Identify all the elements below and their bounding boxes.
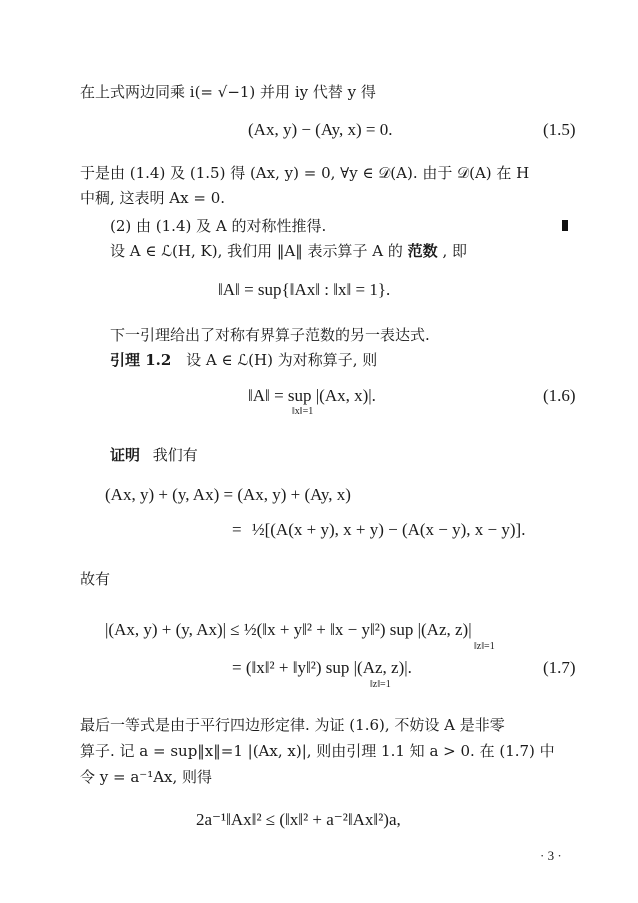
- fraction-half: ½: [251, 520, 265, 539]
- equation-1-6: ‖A‖ = sup |(Ax, x)|.: [248, 386, 376, 405]
- text-last-line-3: 令 y = a⁻¹Ax, 则得: [80, 768, 213, 786]
- equals-sign: =: [232, 520, 242, 539]
- text-line-1: 在上式两边同乘 i(= √−1) 并用 iy 代替 y 得: [80, 83, 376, 101]
- proof-label: 证明: [110, 446, 141, 464]
- norm-term-bold: 范数: [407, 242, 438, 260]
- text-line-5: (2) 由 (1.4) 及 A 的对称性推得.: [110, 217, 327, 235]
- lemma-text: 设 A ∈ ℒ(H) 为对称算子, 则: [186, 351, 378, 369]
- equation-a-line-1: (Ax, y) + (y, Ax) = (Ax, y) + (Ay, x): [105, 485, 351, 504]
- equation-b-line-2: = (‖x‖² + ‖y‖²) sup |(Az, z)|.: [232, 658, 412, 677]
- equation-number-1-5: (1.5): [543, 120, 576, 139]
- equation-b-line-2-subscript: ‖z‖=1: [370, 679, 391, 690]
- equation-b-line-1: |(Ax, y) + (y, Ax)| ≤ ½(‖x + y‖² + ‖x − y‖²) sup |(Az, z)|: [105, 620, 472, 639]
- text-line-4: 中稠, 这表明 Ax = 0.: [80, 189, 226, 207]
- proof-intro: [110, 445, 198, 465]
- equation-a-line-2: [232, 520, 525, 540]
- proof-text: 我们有: [152, 446, 198, 464]
- norm-definition-text: 设 A ∈ ℒ(H, K), 我们用 ‖A‖ 表示算子 A 的: [110, 242, 403, 260]
- equation-norm-definition: ‖A‖ = sup{‖Ax‖ : ‖x‖ = 1}.: [218, 280, 391, 299]
- equation-1-5: (Ax, y) − (Ay, x) = 0.: [248, 120, 393, 139]
- lemma-1-2-statement: [110, 350, 377, 370]
- text-therefore: 故有: [80, 570, 111, 588]
- text-line-8: 下一引理给出了对称有界算子范数的另一表达式.: [110, 326, 430, 344]
- equation-final: 2a⁻¹‖Ax‖² ≤ (‖x‖² + a⁻²‖Ax‖²)a,: [196, 810, 401, 829]
- equation-number-1-6: (1.6): [543, 386, 576, 405]
- text-line-3: 于是由 (1.4) 及 (1.5) 得 (Ax, y) = 0, ∀y ∈ 𝒟(A). 由于 𝒟(A) 在 H: [80, 164, 530, 182]
- equation-b-line-1-subscript: ‖z‖=1: [474, 641, 495, 652]
- text-last-line-1: 最后一等式是由于平行四边形定律. 为证 (1.6), 不妨设 A 是非零: [80, 716, 505, 734]
- text-line-6: [110, 241, 467, 261]
- lemma-label: 引理 1.2: [110, 351, 172, 369]
- equation-1-6-subscript: ‖x‖=1: [292, 406, 314, 417]
- page-number: · 3 ·: [540, 848, 562, 863]
- qed-square-icon: [562, 220, 568, 231]
- norm-definition-tail: , 即: [442, 242, 467, 260]
- equation-number-1-7: (1.7): [543, 658, 576, 677]
- text-last-line-2: 算子. 记 a = sup‖x‖=1 |(Ax, x)|, 则由引理 1.1 知 a > 0. 在 (1.7) 中: [80, 742, 555, 760]
- equation-a-line-2-body: [(A(x + y), x + y) − (A(x − y), x − y)].: [264, 520, 526, 539]
